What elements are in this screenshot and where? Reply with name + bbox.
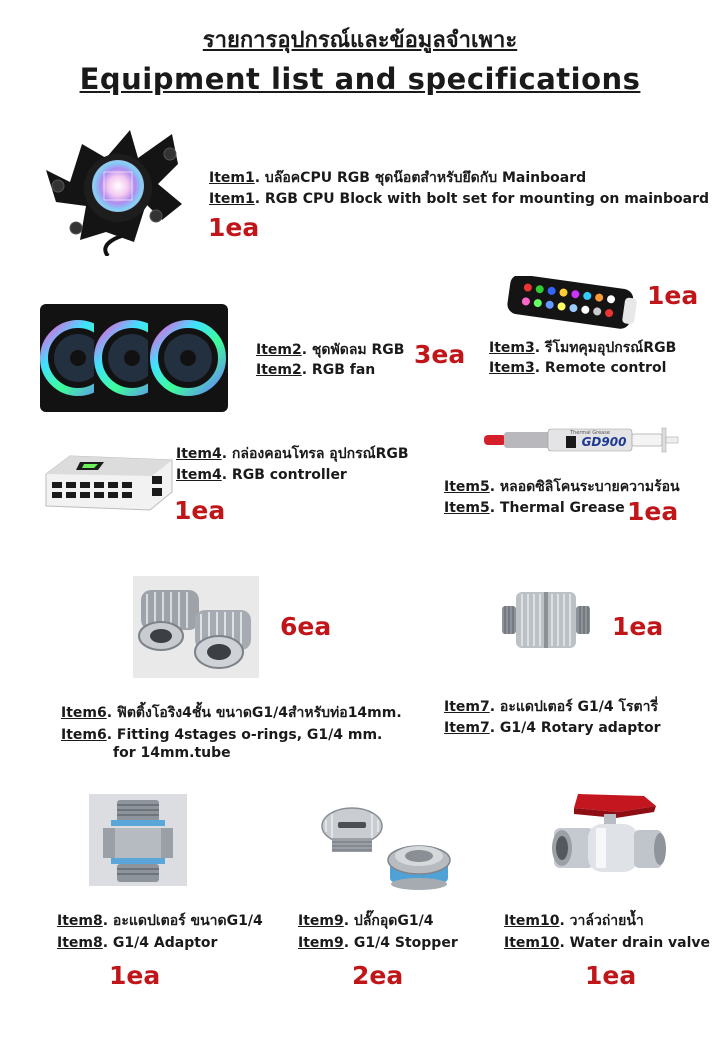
title-thai: รายการอุปกรณ์และข้อมูลจำเพาะ [202, 28, 518, 53]
item10-english-text: . Water drain valve [559, 935, 711, 951]
item10-quantity: 1ea [585, 961, 637, 990]
rotary-adaptor-image [500, 588, 594, 652]
item7-label: Item7 [444, 699, 490, 715]
item2-label-en: Item2 [256, 362, 302, 378]
item5-thai-line [444, 476, 680, 498]
item10-thai-line [504, 910, 644, 932]
item2-quantity: 3ea [414, 340, 466, 369]
item6-quantity: 6ea [280, 612, 332, 641]
item2-thai-line [256, 339, 404, 361]
item10-english-line [504, 935, 710, 951]
item3-label-en: Item3 [489, 360, 535, 376]
item7-english-line [444, 720, 660, 736]
item5-label: Item5 [444, 479, 490, 495]
item1-thai-line [209, 167, 586, 189]
item7-thai-line [444, 696, 658, 718]
rgb-fans-image [36, 300, 236, 416]
item6-label: Item6 [61, 705, 107, 721]
item9-thai-text: . ปลั๊กอุดG1/4 [343, 913, 434, 929]
item3-english-text: . Remote control [534, 360, 667, 376]
item1-thai-text: . บล๊อคCPU RGB ชุดน๊อตสำหรับยึดกับ Mainboard [254, 170, 587, 186]
item9-english-line [298, 935, 458, 951]
item4-thai-text: . กล่องคอนโทรล อุปกรณ์RGB [221, 446, 409, 462]
item4-label: Item4 [176, 446, 222, 462]
item1-english-line [209, 191, 709, 207]
item3-thai-text: . รีโมทคุมอุปกรณ์RGB [534, 340, 677, 356]
thermal-grease-image [482, 420, 682, 460]
fittings-image [133, 576, 259, 678]
item4-english-line [176, 467, 347, 483]
cpu-block-image [38, 124, 204, 256]
item1-label: Item1 [209, 170, 255, 186]
item9-label: Item9 [298, 913, 344, 929]
item8-english-text: . G1/4 Adaptor [102, 935, 218, 951]
item6-thai-text: . ฟิตติ้งโอริง4ชั้น ขนาดG1/4สำหรับท่อ14mm. [106, 705, 402, 721]
title-english: Equipment list and specifications [79, 62, 641, 96]
item9-quantity: 2ea [352, 961, 404, 990]
item4-thai-line [176, 443, 409, 465]
item9-english-text: . G1/4 Stopper [343, 935, 458, 951]
item7-quantity: 1ea [612, 612, 664, 641]
item8-label-en: Item8 [57, 935, 103, 951]
item6-english-line2: for 14mm.tube [113, 745, 231, 761]
item5-english-line [444, 500, 625, 516]
item5-label-en: Item5 [444, 500, 490, 516]
grease-label-text: Thermal Grease [570, 430, 610, 436]
item3-thai-line [489, 337, 676, 359]
item5-english-text: . Thermal Grease [489, 500, 625, 516]
item5-thai-text: . หลอดซิลิโคนระบายความร้อน [489, 479, 680, 495]
item2-thai-text: . ชุดพัดลม RGB [301, 342, 405, 358]
item6-english-line [61, 727, 382, 743]
item3-english-line [489, 360, 666, 376]
item3-label: Item3 [489, 340, 535, 356]
item8-label: Item8 [57, 913, 103, 929]
item8-thai-line [57, 910, 263, 932]
item4-english-text: . RGB controller [221, 467, 347, 483]
item7-english-text: . G1/4 Rotary adaptor [489, 720, 661, 736]
item1-label-en: Item1 [209, 191, 255, 207]
item7-label-en: Item7 [444, 720, 490, 736]
stopper-image [312, 794, 462, 892]
item1-quantity: 1ea [208, 213, 260, 242]
item8-thai-text: . อะแดปเตอร์ ขนาดG1/4 [102, 913, 263, 929]
item1-english-text: . RGB CPU Block with bolt set for mounting on mainboard [254, 191, 710, 207]
item3-quantity: 1ea [647, 281, 699, 310]
adaptor-image [89, 794, 187, 886]
item6-thai-line [61, 702, 402, 724]
item7-thai-text: . อะแดปเตอร์ G1/4 โรตารี่ [489, 699, 659, 715]
remote-control-image [504, 276, 642, 332]
item5-quantity: 1ea [627, 497, 679, 526]
item9-thai-line [298, 910, 433, 932]
rgb-controller-image [40, 452, 176, 512]
drain-valve-image [548, 784, 668, 884]
item6-english-text: . Fitting 4stages o-rings, G1/4 mm. [106, 727, 383, 743]
item4-quantity: 1ea [174, 496, 226, 525]
item8-english-line [57, 935, 217, 951]
item4-label-en: Item4 [176, 467, 222, 483]
item2-label: Item2 [256, 342, 302, 358]
item8-quantity: 1ea [109, 961, 161, 990]
item2-english-text: . RGB fan [301, 362, 376, 378]
grease-brand-text: GD900 [581, 435, 627, 449]
item2-english-line [256, 362, 375, 378]
item10-label-en: Item10 [504, 935, 560, 951]
item6-label-en: Item6 [61, 727, 107, 743]
item10-label: Item10 [504, 913, 560, 929]
item10-thai-text: . วาล์วถ่ายน้ำ [559, 913, 644, 929]
item9-label-en: Item9 [298, 935, 344, 951]
